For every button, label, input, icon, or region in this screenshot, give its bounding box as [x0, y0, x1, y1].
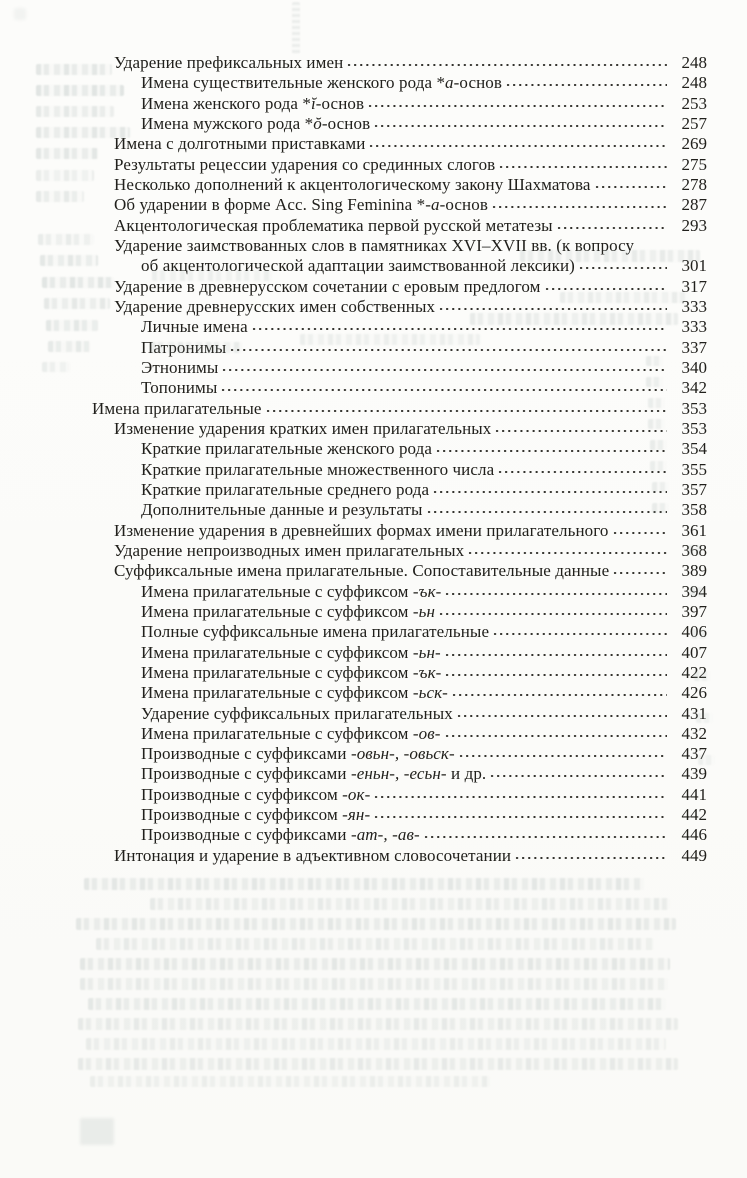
- toc-list: [0, 53, 707, 866]
- toc-title-italic-segment: -овьн-, -овьск-: [350, 744, 455, 764]
- toc-title-segment: Имена прилагательные с суффиксом: [141, 601, 413, 621]
- toc-title-segment: Имена прилагательные с суффиксом: [141, 723, 413, 743]
- toc-entry: [0, 500, 707, 520]
- dot-leader: [499, 156, 667, 170]
- toc-entry: [0, 297, 707, 317]
- toc-title-segment: Производные с суффиксом: [141, 784, 343, 804]
- toc-page-number: 439: [681, 764, 707, 784]
- toc-title-segment: Имена мужского рода *: [141, 113, 314, 133]
- toc-entry: [0, 724, 707, 744]
- bleedthrough-mark: [80, 1118, 114, 1145]
- dot-leader: [369, 135, 667, 149]
- bleedthrough-mark: [292, 2, 300, 54]
- toc-entry: [0, 846, 707, 866]
- toc-entry: [0, 378, 707, 398]
- dot-leader: [439, 298, 667, 312]
- toc-page-number: 248: [681, 73, 707, 93]
- toc-entry: [0, 317, 707, 337]
- toc-entry-title: [141, 317, 248, 337]
- toc-title-segment: Производные с суффиксами: [141, 764, 351, 784]
- toc-title-segment: Производные с суффиксом: [141, 805, 343, 825]
- toc-title-italic-segment: -еньн-, -есьн-: [350, 764, 447, 784]
- toc-entry: [0, 195, 707, 215]
- toc-entry: [0, 825, 707, 845]
- toc-page-number: 301: [681, 256, 707, 276]
- toc-entry-title: [114, 561, 609, 581]
- toc-entry-title: [141, 704, 453, 724]
- dot-leader: [445, 644, 667, 658]
- toc-entry: [0, 785, 707, 805]
- dot-leader: [613, 562, 667, 576]
- toc-page-number: 253: [681, 93, 707, 113]
- toc-entry-title: [114, 846, 511, 866]
- toc-title-italic-segment: -ян-: [342, 805, 371, 825]
- toc-title-italic-segment: -ьн-: [412, 642, 441, 662]
- toc-page-number: 333: [681, 296, 707, 316]
- toc-entry-title: [114, 53, 343, 73]
- toc-page-number: 406: [681, 622, 707, 642]
- bleedthrough-mark: [88, 998, 666, 1010]
- dot-leader: [457, 705, 667, 719]
- dot-leader: [557, 217, 667, 231]
- toc-page-number: 422: [681, 662, 707, 682]
- toc-entry-title: [114, 175, 591, 195]
- dot-leader: [495, 420, 667, 434]
- toc-entry-title: [141, 338, 226, 358]
- toc-entry-title: [114, 134, 365, 154]
- toc-entry-title: [141, 358, 218, 378]
- dot-leader: [368, 95, 667, 109]
- dot-leader: [493, 623, 667, 637]
- toc-entry: [0, 480, 707, 500]
- dot-leader: [427, 501, 667, 515]
- toc-page-number: 449: [681, 845, 707, 865]
- toc-entry: [0, 256, 707, 276]
- toc-title-segment: Изменение ударения в древнейших формах имени прилагательного: [114, 520, 609, 540]
- dot-leader: [266, 400, 667, 414]
- toc-page-number: 333: [681, 317, 707, 337]
- toc-entry-title: [141, 643, 441, 663]
- toc-entry-title: [114, 297, 435, 317]
- dot-leader: [468, 542, 667, 556]
- toc-entry: [0, 236, 707, 256]
- dot-leader: [490, 765, 667, 779]
- dot-leader: [230, 339, 667, 353]
- toc-page-number: 275: [681, 154, 707, 174]
- toc-page-number: 407: [681, 642, 707, 662]
- toc-page-number: 358: [681, 500, 707, 520]
- toc-title-segment: Краткие прилагательные женского рода: [141, 439, 433, 459]
- toc-entry: [0, 53, 707, 73]
- toc-entry: [0, 805, 707, 825]
- dot-leader: [433, 481, 667, 495]
- dot-leader: [613, 522, 667, 536]
- toc-title-segment: Патронимы: [141, 337, 227, 357]
- dot-leader: [579, 257, 667, 271]
- toc-entry-title: [114, 155, 495, 175]
- toc-entry-title: [92, 399, 262, 419]
- toc-title-italic-segment: ĭ: [310, 93, 316, 113]
- dot-leader: [545, 278, 667, 292]
- toc-title-italic-segment: -ък-: [412, 581, 442, 601]
- bleedthrough-mark: [80, 958, 670, 970]
- toc-entry-title: [141, 480, 429, 500]
- toc-page-number: 361: [681, 520, 707, 540]
- toc-page-number: 269: [681, 134, 707, 154]
- toc-page-number: 257: [681, 113, 707, 133]
- toc-entry-title: [114, 277, 541, 297]
- toc-title-segment: Ударение в древнерусском сочетании с еровым предлогом: [114, 276, 541, 296]
- toc-entry: [0, 94, 707, 114]
- toc-title-segment: об акцентологической адаптации заимствованной лексики): [141, 256, 575, 276]
- dot-leader: [221, 379, 667, 393]
- bleedthrough-mark: [84, 878, 644, 890]
- toc-title-segment: Ударение непроизводных имен прилагательных: [114, 540, 465, 560]
- toc-entry-title: [141, 724, 441, 744]
- dot-leader: [374, 115, 667, 129]
- toc-entry-title: [141, 785, 370, 805]
- toc-entry-title: [141, 764, 486, 784]
- dot-leader: [445, 583, 667, 597]
- toc-entry: [0, 764, 707, 784]
- toc-entry: [0, 358, 707, 378]
- toc-page-number: 437: [681, 744, 707, 764]
- bleedthrough-mark: [80, 978, 668, 990]
- toc-title-segment: Имена прилагательные с суффиксом: [141, 662, 413, 682]
- toc-title-segment: Несколько дополнений к акцентологическому закону Шахматова: [114, 174, 591, 194]
- toc-entry-title: [141, 94, 364, 114]
- toc-page-number: 337: [681, 337, 707, 357]
- toc-entry: [0, 155, 707, 175]
- bleedthrough-mark: [90, 1076, 490, 1087]
- toc-page-number: 431: [681, 703, 707, 723]
- toc-entry: [0, 683, 707, 703]
- toc-title-segment: Производные с суффиксами: [141, 825, 351, 845]
- toc-entry: [0, 704, 707, 724]
- toc-page-number: 354: [681, 439, 707, 459]
- toc-title-italic-segment: а: [431, 195, 440, 215]
- toc-title-italic-segment: -ов-: [412, 723, 441, 743]
- bleedthrough-mark: [14, 8, 26, 20]
- bleedthrough-mark: [96, 938, 654, 950]
- toc-entry-title: [141, 378, 217, 398]
- toc-title-segment: Изменение ударения кратких имен прилагательных: [114, 418, 492, 438]
- bleedthrough-mark: [86, 1038, 666, 1050]
- dot-leader: [595, 176, 667, 190]
- toc-page-number: 389: [681, 561, 707, 581]
- toc-page-number: 293: [681, 215, 707, 235]
- toc-title-segment: Краткие прилагательные множественного числа: [141, 459, 495, 479]
- toc-page-number: 397: [681, 601, 707, 621]
- dot-leader: [445, 664, 667, 678]
- toc-page-number: 394: [681, 581, 707, 601]
- toc-title-segment: Имена прилагательные с суффиксом: [141, 581, 413, 601]
- toc-entry: [0, 541, 707, 561]
- toc-entry: [0, 643, 707, 663]
- toc-entry: [0, 439, 707, 459]
- dot-leader: [374, 786, 667, 800]
- bleedthrough-mark: [150, 898, 670, 910]
- toc-entry: [0, 73, 707, 93]
- dot-leader: [439, 603, 667, 617]
- toc-page-number: 287: [681, 195, 707, 215]
- dot-leader: [222, 359, 667, 373]
- toc-page-number: 357: [681, 479, 707, 499]
- toc-entry-title: [141, 114, 370, 134]
- toc-page-number: 317: [681, 276, 707, 296]
- dot-leader: [459, 745, 667, 759]
- toc-page-number: 355: [681, 459, 707, 479]
- toc-entry-title: [141, 622, 489, 642]
- toc-title-italic-segment: ŏ: [313, 113, 322, 133]
- toc-page-number: 353: [681, 398, 707, 418]
- toc-entry: [0, 216, 707, 236]
- toc-title-segment: Имена с долготными приставками: [114, 134, 366, 154]
- toc-title-segment: Дополнительные данные и результаты: [141, 500, 423, 520]
- toc-title-italic-segment: -ат-, -ав-: [350, 825, 420, 845]
- toc-entry-title: [141, 825, 420, 845]
- dot-leader: [515, 847, 667, 861]
- toc-title-segment: Акцентологическая проблематика первой русской метатезы: [114, 215, 553, 235]
- dot-leader: [424, 826, 667, 840]
- toc-title-segment: Суффиксальные имена прилагательные. Сопоставительные данные: [114, 561, 610, 581]
- toc-title-italic-segment: -ок-: [342, 784, 371, 804]
- toc-entry-title: [141, 256, 575, 276]
- toc-page-number: 441: [681, 784, 707, 804]
- toc-entry-title: [114, 236, 707, 256]
- toc-title-segment: Ударение древнерусских имен собственных: [114, 296, 436, 316]
- toc-entry-title: [141, 744, 455, 764]
- toc-entry: [0, 663, 707, 683]
- dot-leader: [452, 684, 667, 698]
- toc-entry-title: [114, 419, 491, 439]
- toc-entry-title: [141, 460, 494, 480]
- toc-title-segment: Этнонимы: [141, 357, 219, 377]
- toc-title-segment: Полные суффиксальные имена прилагательные: [141, 622, 490, 642]
- toc-entry-title: [141, 663, 441, 683]
- toc-entry: [0, 399, 707, 419]
- toc-entry: [0, 582, 707, 602]
- toc-page-number: 342: [681, 378, 707, 398]
- toc-entry-title: [141, 439, 432, 459]
- toc-entry: [0, 561, 707, 581]
- toc-page-number: 446: [681, 825, 707, 845]
- dot-leader: [374, 806, 667, 820]
- toc-entry: [0, 175, 707, 195]
- toc-page-number: 442: [681, 805, 707, 825]
- toc-entry: [0, 602, 707, 622]
- toc-entry: [0, 622, 707, 642]
- toc-title-segment: Производные с суффиксами: [141, 744, 351, 764]
- toc-entry-title: [114, 195, 488, 215]
- toc-title-segment: Интонация и ударение в адъективном словосочетании: [114, 845, 512, 865]
- toc-title-segment: -основ: [439, 195, 488, 215]
- toc-title-segment: Ударение суффиксальных прилагательных: [141, 703, 453, 723]
- toc-entry-title: [114, 521, 609, 541]
- bleedthrough-mark: [78, 1018, 678, 1030]
- toc-entry-title: [141, 805, 370, 825]
- dot-leader: [436, 440, 667, 454]
- toc-title-segment: Имена существительные женского рода *: [141, 73, 446, 93]
- toc-title-segment: Имена прилагательные с суффиксом: [141, 683, 413, 703]
- toc-page-number: 248: [681, 53, 707, 72]
- toc-entry-title: [141, 582, 441, 602]
- toc-title-segment: Об ударении в форме Acc. Sing Feminina *-: [114, 195, 431, 215]
- toc-title-italic-segment: -ьн: [412, 601, 436, 621]
- dot-leader: [252, 318, 667, 332]
- toc-entry-title: [114, 216, 553, 236]
- dot-leader: [347, 54, 667, 68]
- toc-page-number: 426: [681, 683, 707, 703]
- toc-title-italic-segment: а: [445, 73, 454, 93]
- toc-title-italic-segment: -ьск-: [412, 683, 448, 703]
- bleedthrough-mark: [78, 1058, 678, 1070]
- toc-title-segment: Ударение префиксальных имен: [114, 53, 344, 72]
- toc-title-segment: Ударение заимствованных слов в памятниках XVI–XVII вв. (к вопросу: [114, 235, 635, 255]
- toc-title-segment: Краткие прилагательные среднего рода: [141, 479, 430, 499]
- toc-page-number: 340: [681, 357, 707, 377]
- toc-entry: [0, 744, 707, 764]
- bleedthrough-mark: [76, 918, 676, 930]
- toc-title-segment: и др.: [446, 764, 487, 784]
- toc-entry-title: [141, 73, 502, 93]
- toc-entry: [0, 460, 707, 480]
- toc-title-segment: Результаты рецессии ударения со срединных слогов: [114, 154, 496, 174]
- toc-entry: [0, 114, 707, 134]
- toc-entry-title: [141, 683, 448, 703]
- toc-title-segment: -основ: [315, 93, 365, 113]
- toc-title-italic-segment: -ък-: [412, 662, 442, 682]
- toc-entry-title: [141, 602, 435, 622]
- toc-title-segment: Топонимы: [141, 378, 218, 398]
- dot-leader: [498, 461, 667, 475]
- toc-entry-title: [141, 500, 423, 520]
- dot-leader: [492, 196, 667, 210]
- toc-title-segment: -основ: [321, 113, 371, 133]
- dot-leader: [506, 74, 667, 88]
- toc-entry: [0, 277, 707, 297]
- toc-page-number: 432: [681, 723, 707, 743]
- toc-entry: [0, 134, 707, 154]
- toc-title-segment: Имена прилагательные с суффиксом: [141, 642, 413, 662]
- toc-entry: [0, 419, 707, 439]
- toc-title-segment: Имена прилагательные: [92, 398, 262, 418]
- toc-page-number: 353: [681, 418, 707, 438]
- dot-leader: [445, 725, 668, 739]
- toc-entry-title: [114, 541, 464, 561]
- toc-title-segment: Имена женского рода *: [141, 93, 311, 113]
- toc-title-segment: -основ: [453, 73, 503, 93]
- toc-title-segment: Личные имена: [141, 317, 248, 337]
- toc-page-number: 368: [681, 540, 707, 560]
- toc-page-number: 278: [681, 174, 707, 194]
- toc-entry: [0, 338, 707, 358]
- toc-entry: [0, 521, 707, 541]
